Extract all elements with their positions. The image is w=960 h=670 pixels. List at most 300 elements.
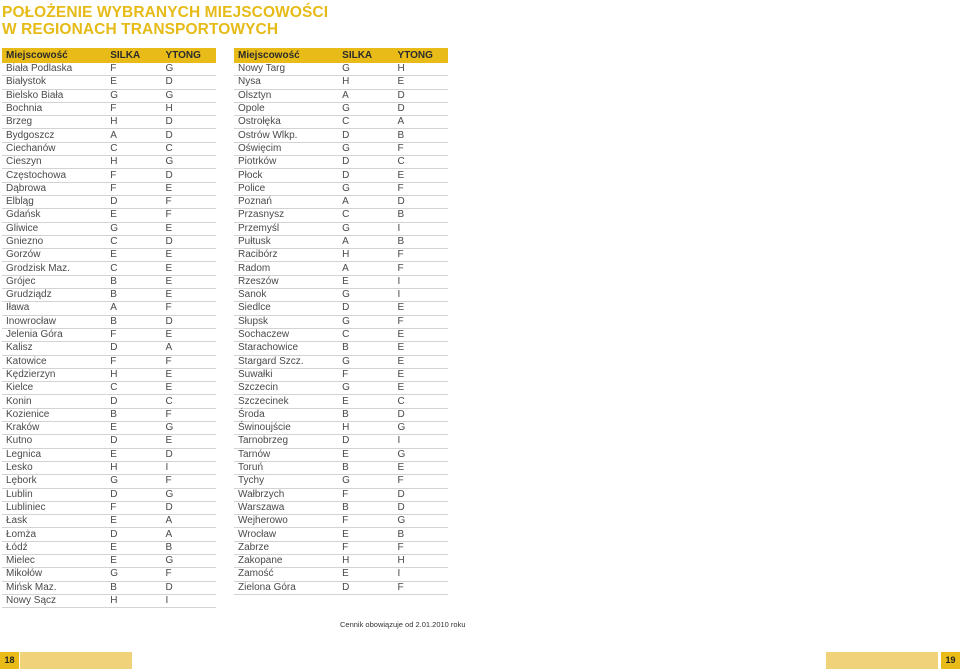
cell-silka: B [106, 275, 161, 288]
cell-ytong: C [394, 156, 448, 169]
table-row [234, 541, 448, 554]
cell-silka: E [106, 515, 161, 528]
cell-location: Słupsk [234, 315, 338, 328]
cell-location: Brzeg [2, 116, 106, 129]
cell-silka: A [338, 89, 393, 102]
cell-ytong: B [394, 528, 448, 541]
cell-ytong: C [162, 395, 216, 408]
cell-silka: H [106, 594, 161, 607]
cell-ytong: F [394, 475, 448, 488]
cell-silka: F [106, 63, 161, 76]
cell-ytong: D [394, 102, 448, 115]
table-row [2, 195, 216, 208]
table-row [2, 156, 216, 169]
cell-silka: F [106, 182, 161, 195]
cell-ytong: D [162, 76, 216, 89]
cell-location: Przemyśl [234, 222, 338, 235]
cell-silka: F [338, 541, 393, 554]
cell-ytong: H [394, 63, 448, 76]
cell-location: Dąbrowa [2, 182, 106, 195]
cell-location: Kędzierzyn [2, 368, 106, 381]
table-row [2, 249, 216, 262]
cell-silka: C [106, 235, 161, 248]
cell-ytong: E [162, 222, 216, 235]
cell-ytong: B [162, 541, 216, 554]
cell-ytong: E [394, 328, 448, 341]
cell-location: Mińsk Maz. [2, 581, 106, 594]
cell-ytong: E [162, 262, 216, 275]
cell-ytong: D [162, 129, 216, 142]
cell-location: Zabrze [234, 541, 338, 554]
header-ytong: YTONG [162, 48, 216, 63]
table-row [234, 422, 448, 435]
cell-location: Łask [2, 515, 106, 528]
cell-location: Lesko [2, 461, 106, 474]
cell-ytong: A [162, 342, 216, 355]
table-row [2, 76, 216, 89]
cell-ytong: D [162, 315, 216, 328]
table-row [2, 222, 216, 235]
table-row [234, 501, 448, 514]
cell-location: Kozienice [2, 408, 106, 421]
cell-silka: E [338, 275, 393, 288]
cell-silka: F [106, 102, 161, 115]
table-body-left [2, 63, 216, 608]
table-row [234, 368, 448, 381]
cell-ytong: D [162, 581, 216, 594]
cell-ytong: F [162, 195, 216, 208]
cell-location: Gniezno [2, 235, 106, 248]
title-line-1: POŁOŻENIE WYBRANYCH MIEJSCOWOŚCI [2, 4, 329, 21]
cell-ytong: E [162, 368, 216, 381]
cell-ytong: E [394, 169, 448, 182]
table-row [234, 76, 448, 89]
cell-ytong: B [394, 209, 448, 222]
cell-ytong: G [162, 488, 216, 501]
cell-ytong: F [394, 581, 448, 594]
cell-ytong: E [162, 289, 216, 302]
cell-ytong: A [162, 528, 216, 541]
table-row [2, 488, 216, 501]
cell-location: Cieszyn [2, 156, 106, 169]
cell-location: Opole [234, 102, 338, 115]
cell-silka: B [338, 408, 393, 421]
table-row [2, 395, 216, 408]
cell-location: Bochnia [2, 102, 106, 115]
cell-ytong: D [162, 169, 216, 182]
cell-location: Nowy Targ [234, 63, 338, 76]
header-location: Miejscowość [2, 48, 106, 63]
cell-silka: D [106, 395, 161, 408]
table-row [234, 408, 448, 421]
cell-location: Kutno [2, 435, 106, 448]
cell-silka: H [106, 368, 161, 381]
table-row [2, 368, 216, 381]
table-row [2, 275, 216, 288]
cell-silka: E [338, 568, 393, 581]
cell-silka: D [106, 342, 161, 355]
cell-silka: H [338, 422, 393, 435]
table-row [2, 448, 216, 461]
cell-location: Siedlce [234, 302, 338, 315]
cell-location: Mikołów [2, 568, 106, 581]
cell-ytong: I [394, 222, 448, 235]
cell-location: Toruń [234, 461, 338, 474]
cell-ytong: E [394, 76, 448, 89]
table-row [2, 594, 216, 607]
table-row [234, 515, 448, 528]
footer-bar-right [826, 652, 938, 669]
cell-silka: F [106, 328, 161, 341]
table-header-row [2, 48, 216, 63]
cell-silka: F [338, 488, 393, 501]
cell-silka: G [338, 355, 393, 368]
table-row [2, 435, 216, 448]
cell-location: Białystok [2, 76, 106, 89]
cell-silka: B [106, 289, 161, 302]
cell-ytong: F [162, 302, 216, 315]
cell-ytong: D [162, 116, 216, 129]
table-row [234, 528, 448, 541]
header-ytong: YTONG [394, 48, 448, 63]
cell-location: Lębork [2, 475, 106, 488]
cell-ytong: F [162, 568, 216, 581]
cell-ytong: I [162, 461, 216, 474]
table-row [234, 435, 448, 448]
table-header-row [234, 48, 448, 63]
table-row [234, 302, 448, 315]
cell-ytong: I [394, 435, 448, 448]
cell-silka: D [338, 302, 393, 315]
table-row [234, 342, 448, 355]
table-row [234, 182, 448, 195]
cell-silka: C [106, 382, 161, 395]
cell-location: Wałbrzych [234, 488, 338, 501]
cell-silka: C [106, 142, 161, 155]
cell-silka: H [338, 249, 393, 262]
cell-location: Warszawa [234, 501, 338, 514]
table-row [2, 328, 216, 341]
cell-silka: A [338, 195, 393, 208]
table-row [2, 235, 216, 248]
cell-ytong: G [162, 554, 216, 567]
table-row [2, 182, 216, 195]
cell-location: Tarnów [234, 448, 338, 461]
cell-ytong: E [162, 275, 216, 288]
table-row [2, 461, 216, 474]
table-row [2, 581, 216, 594]
cell-location: Police [234, 182, 338, 195]
cell-silka: C [106, 262, 161, 275]
table-row [234, 554, 448, 567]
cell-ytong: D [394, 488, 448, 501]
cell-silka: G [338, 315, 393, 328]
cell-silka: G [106, 568, 161, 581]
cell-location: Zielona Góra [234, 581, 338, 594]
cell-location: Grodzisk Maz. [2, 262, 106, 275]
table-row [2, 315, 216, 328]
table-row [234, 275, 448, 288]
footnote: Cennik obowiązuje od 2.01.2010 roku [340, 620, 466, 629]
table-row [2, 568, 216, 581]
page-number-right: 19 [941, 652, 960, 669]
cell-silka: C [338, 209, 393, 222]
cell-ytong: D [394, 195, 448, 208]
table-row [234, 382, 448, 395]
cell-ytong: F [162, 209, 216, 222]
cell-silka: C [338, 328, 393, 341]
cell-location: Płock [234, 169, 338, 182]
cell-ytong: F [162, 355, 216, 368]
cell-ytong: A [162, 515, 216, 528]
cell-location: Piotrków [234, 156, 338, 169]
cell-location: Szczecin [234, 382, 338, 395]
table-row [234, 249, 448, 262]
cell-silka: B [106, 581, 161, 594]
cell-location: Wrocław [234, 528, 338, 541]
cell-location: Poznań [234, 195, 338, 208]
cell-silka: A [338, 235, 393, 248]
cell-ytong: F [162, 475, 216, 488]
cell-ytong: B [394, 129, 448, 142]
cell-location: Tarnobrzeg [234, 435, 338, 448]
table-row [234, 315, 448, 328]
cell-silka: A [106, 302, 161, 315]
cell-location: Zamość [234, 568, 338, 581]
table-row [234, 581, 448, 594]
cell-silka: B [106, 408, 161, 421]
title-line-2: W REGIONACH TRANSPORTOWYCH [2, 21, 279, 38]
table-row [2, 89, 216, 102]
table-row [2, 116, 216, 129]
cell-location: Gliwice [2, 222, 106, 235]
table-row [234, 488, 448, 501]
cell-location: Sochaczew [234, 328, 338, 341]
cell-silka: H [106, 461, 161, 474]
cell-silka: D [338, 581, 393, 594]
table-row [2, 129, 216, 142]
cell-location: Stargard Szcz. [234, 355, 338, 368]
cell-ytong: I [394, 568, 448, 581]
cell-location: Sanok [234, 289, 338, 302]
cell-ytong: G [394, 448, 448, 461]
cell-location: Starachowice [234, 342, 338, 355]
table-row [234, 395, 448, 408]
table-row [234, 102, 448, 115]
table-row [234, 289, 448, 302]
header-location: Miejscowość [234, 48, 338, 63]
cell-ytong: D [162, 235, 216, 248]
cell-silka: D [106, 488, 161, 501]
table-row [234, 142, 448, 155]
cell-silka: G [106, 89, 161, 102]
table-row [2, 63, 216, 76]
cell-location: Łódź [2, 541, 106, 554]
cell-silka: D [338, 169, 393, 182]
table-row [2, 515, 216, 528]
cell-silka: F [106, 169, 161, 182]
table-row [234, 169, 448, 182]
footer-bar-left [20, 652, 132, 669]
table-row [2, 501, 216, 514]
cell-location: Rzeszów [234, 275, 338, 288]
cell-location: Legnica [2, 448, 106, 461]
cell-silka: H [106, 156, 161, 169]
cell-location: Nysa [234, 76, 338, 89]
cell-silka: A [106, 129, 161, 142]
cell-location: Ciechanów [2, 142, 106, 155]
cell-ytong: G [394, 515, 448, 528]
cell-silka: D [106, 195, 161, 208]
cell-ytong: E [162, 249, 216, 262]
cell-ytong: E [394, 382, 448, 395]
cell-ytong: I [394, 275, 448, 288]
cell-location: Nowy Sącz [2, 594, 106, 607]
cell-silka: E [338, 528, 393, 541]
cell-silka: C [338, 116, 393, 129]
cell-silka: G [338, 102, 393, 115]
cell-location: Katowice [2, 355, 106, 368]
cell-ytong: H [162, 102, 216, 115]
table-row [2, 528, 216, 541]
cell-silka: D [106, 528, 161, 541]
table-row [2, 554, 216, 567]
cell-silka: F [106, 501, 161, 514]
page-title [2, 4, 328, 38]
cell-silka: H [106, 116, 161, 129]
cell-silka: F [106, 355, 161, 368]
cell-ytong: F [394, 541, 448, 554]
cell-location: Inowrocław [2, 315, 106, 328]
locations-table-left [2, 48, 216, 608]
cell-location: Biała Podlaska [2, 63, 106, 76]
cell-location: Wejherowo [234, 515, 338, 528]
table-row [2, 209, 216, 222]
cell-location: Łomża [2, 528, 106, 541]
table-row [234, 235, 448, 248]
cell-ytong: D [394, 408, 448, 421]
cell-silka: H [338, 76, 393, 89]
cell-silka: F [338, 368, 393, 381]
table-row [2, 289, 216, 302]
cell-location: Jelenia Góra [2, 328, 106, 341]
cell-silka: E [106, 541, 161, 554]
cell-ytong: E [162, 435, 216, 448]
cell-location: Środa [234, 408, 338, 421]
cell-ytong: E [394, 302, 448, 315]
cell-location: Gdańsk [2, 209, 106, 222]
table-row [2, 355, 216, 368]
cell-location: Kraków [2, 422, 106, 435]
cell-ytong: D [162, 501, 216, 514]
cell-location: Mielec [2, 554, 106, 567]
table-row [234, 461, 448, 474]
cell-ytong: E [162, 382, 216, 395]
cell-silka: G [338, 142, 393, 155]
table-row [234, 262, 448, 275]
cell-location: Przasnysz [234, 209, 338, 222]
cell-silka: G [338, 475, 393, 488]
header-silka: SILKA [106, 48, 161, 63]
cell-location: Elbląg [2, 195, 106, 208]
cell-silka: E [106, 448, 161, 461]
cell-location: Oświęcim [234, 142, 338, 155]
cell-ytong: G [162, 63, 216, 76]
cell-location: Kielce [2, 382, 106, 395]
cell-ytong: E [394, 461, 448, 474]
cell-location: Świnoujście [234, 422, 338, 435]
cell-silka: E [106, 554, 161, 567]
cell-silka: E [338, 395, 393, 408]
cell-location: Suwałki [234, 368, 338, 381]
cell-ytong: F [394, 262, 448, 275]
cell-ytong: C [162, 142, 216, 155]
cell-silka: G [106, 222, 161, 235]
cell-ytong: E [162, 182, 216, 195]
cell-silka: A [338, 262, 393, 275]
cell-location: Zakopane [234, 554, 338, 567]
page-number-left: 18 [0, 652, 19, 669]
cell-location: Racibórz [234, 249, 338, 262]
table-row [234, 328, 448, 341]
cell-silka: F [338, 515, 393, 528]
cell-location: Radom [234, 262, 338, 275]
cell-location: Kalisz [2, 342, 106, 355]
cell-silka: G [106, 475, 161, 488]
cell-location: Bielsko Biała [2, 89, 106, 102]
header-silka: SILKA [338, 48, 393, 63]
cell-silka: D [338, 435, 393, 448]
cell-ytong: E [394, 368, 448, 381]
cell-ytong: I [394, 289, 448, 302]
cell-ytong: H [394, 554, 448, 567]
cell-ytong: A [394, 116, 448, 129]
table-row [2, 382, 216, 395]
cell-silka: G [338, 182, 393, 195]
cell-ytong: D [394, 501, 448, 514]
table-row [2, 408, 216, 421]
cell-silka: B [338, 342, 393, 355]
cell-location: Lublin [2, 488, 106, 501]
cell-silka: G [338, 382, 393, 395]
cell-ytong: I [162, 594, 216, 607]
table-row [2, 169, 216, 182]
cell-location: Grójec [2, 275, 106, 288]
cell-silka: E [106, 422, 161, 435]
cell-silka: D [106, 435, 161, 448]
cell-ytong: C [394, 395, 448, 408]
table-row [234, 222, 448, 235]
table-row [234, 63, 448, 76]
cell-location: Częstochowa [2, 169, 106, 182]
cell-silka: B [338, 461, 393, 474]
cell-silka: E [106, 76, 161, 89]
cell-location: Ostrołęka [234, 116, 338, 129]
cell-ytong: E [162, 328, 216, 341]
cell-ytong: F [394, 182, 448, 195]
cell-silka: G [338, 289, 393, 302]
table-row [2, 102, 216, 115]
cell-ytong: D [394, 89, 448, 102]
table-row [234, 195, 448, 208]
cell-location: Gorzów [2, 249, 106, 262]
cell-location: Bydgoszcz [2, 129, 106, 142]
cell-ytong: F [394, 249, 448, 262]
cell-ytong: E [394, 355, 448, 368]
table-row [234, 116, 448, 129]
cell-silka: B [106, 315, 161, 328]
table-row [2, 475, 216, 488]
